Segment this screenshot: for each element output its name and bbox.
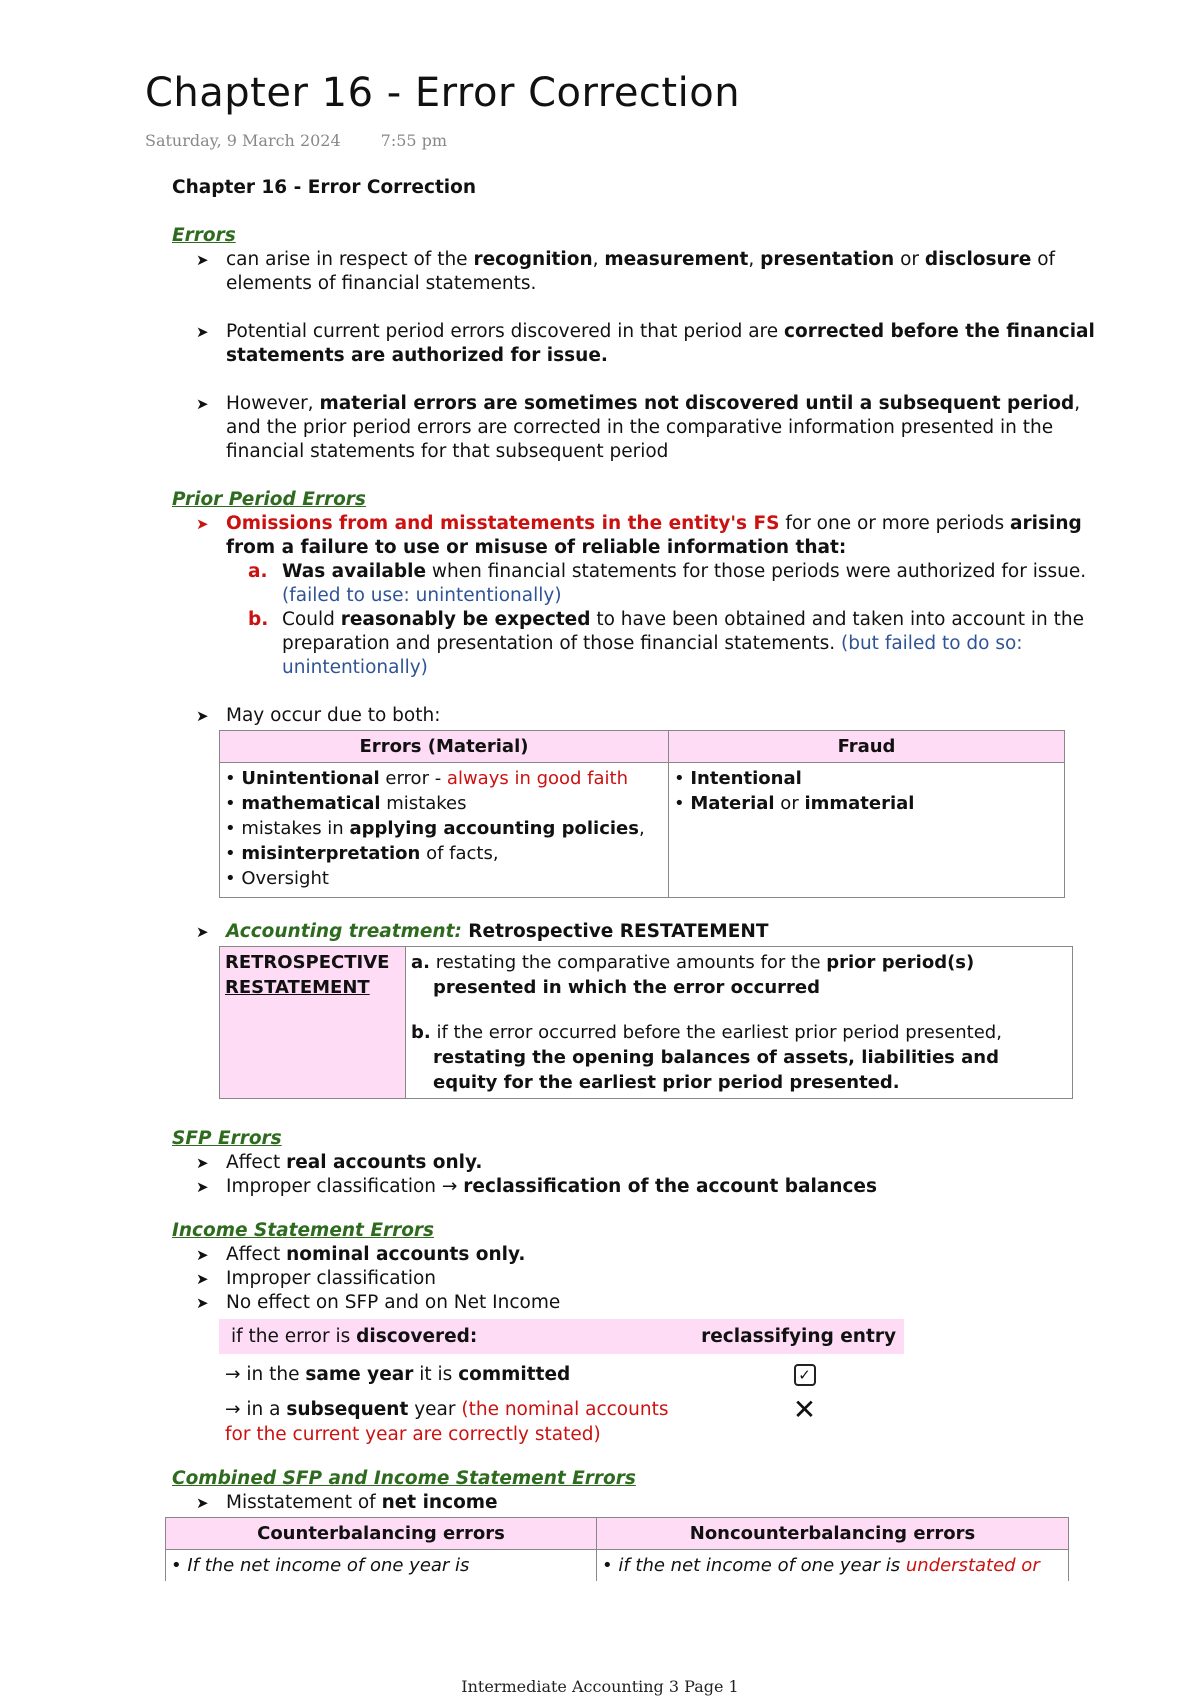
page-title: Chapter 16 - Error Correction xyxy=(145,70,741,116)
arrow-bullet-icon: ➤ xyxy=(196,1294,209,1312)
arrow-bullet-icon: ➤ xyxy=(196,323,209,341)
counterbalancing-table xyxy=(165,1517,1069,1581)
cross-icon: ✕ xyxy=(792,1393,817,1426)
prior-period-heading: Prior Period Errors xyxy=(172,489,366,510)
arrow-bullet-icon: ➤ xyxy=(196,707,209,725)
check-box-icon: ✓ xyxy=(794,1364,816,1386)
sfp-errors-heading: SFP Errors xyxy=(172,1128,282,1149)
is-bullet-2: ➤ Improper classification xyxy=(196,1268,437,1289)
doc-heading: Chapter 16 - Error Correction xyxy=(172,177,477,198)
col-fraud: Fraud xyxy=(669,731,1065,763)
counterbalancing-cell: • If the net income of one year is xyxy=(166,1550,597,1582)
prior-bullet-1: ➤ Omissions from and misstatements in the entity's FS for one or more periods arising from a failure to use or misuse of reliable information that: xyxy=(196,513,1082,558)
combined-errors-heading: Combined SFP and Income Statement Errors xyxy=(172,1468,636,1489)
fraud-cell: • Intentional • Material or immaterial xyxy=(669,763,1065,898)
arrow-bullet-icon: ➤ xyxy=(196,1154,209,1172)
arrow-bullet-icon: ➤ xyxy=(196,1494,209,1512)
may-occur-bullet: ➤ May occur due to both: xyxy=(196,705,441,726)
page-footer: Intermediate Accounting 3 Page 1 xyxy=(461,1677,739,1696)
time-text: 7:55 pm xyxy=(380,131,448,150)
is-bullet-1: ➤ Affect nominal accounts only. xyxy=(196,1244,526,1265)
note-content xyxy=(172,176,1112,1581)
date-text: Saturday, 9 March 2024 xyxy=(145,131,341,150)
errors-fraud-table xyxy=(219,730,1065,898)
restatement-label-cell: RETROSPECTIVE RESTATEMENT xyxy=(220,947,406,1099)
col-errors-material: Errors (Material) xyxy=(220,731,669,763)
arrow-bullet-icon: ➤ xyxy=(196,1246,209,1264)
sfp-bullet-2: ➤ Improper classification → reclassification of the account balances xyxy=(196,1176,877,1197)
col-counterbalancing: Counterbalancing errors xyxy=(166,1518,597,1550)
reclassifying-row-same-year: → in the same year it is committed ✓ xyxy=(219,1362,904,1387)
restatement-detail-cell: a. restating the comparative amounts for the prior period(s) presented in which the error occurred b. if the error occurred before the earliest prior period presented, restating the opening balances of assets, liabilities and equity for the earliest prior period presented. xyxy=(406,947,1073,1099)
reclassifying-table xyxy=(219,1319,904,1447)
combined-bullet-1: ➤ Misstatement of net income xyxy=(196,1492,498,1513)
arrow-bullet-icon: ➤ xyxy=(196,251,209,269)
page-date xyxy=(145,131,447,150)
reclassifying-header: if the error is discovered: reclassifying entry xyxy=(219,1319,904,1354)
errors-bullet-1: ➤ can arise in respect of the recognition, measurement, presentation or disclosure of elements of financial statements. xyxy=(196,249,1056,294)
prior-sub-b: b. Could reasonably be expected to have been obtained and taken into account in the preparation and presentation of those financial statements. (but failed to do so: unintentionally) xyxy=(248,609,1085,678)
arrow-bullet-icon: ➤ xyxy=(196,395,209,413)
col-noncounterbalancing: Noncounterbalancing errors xyxy=(597,1518,1069,1550)
arrow-bullet-icon: ➤ xyxy=(196,1270,209,1288)
restatement-table xyxy=(219,946,1073,1099)
prior-sub-a: a. Was available when financial statements for those periods were authorized for issue. (failed to use: unintentionally) xyxy=(248,561,1087,606)
noncounterbalancing-cell: • if the net income of one year is understated or xyxy=(597,1550,1069,1582)
errors-heading: Errors xyxy=(172,225,236,246)
sfp-bullet-1: ➤ Affect real accounts only. xyxy=(196,1152,483,1173)
is-bullet-3: ➤ No effect on SFP and on Net Income xyxy=(196,1292,561,1313)
errors-bullet-3: ➤ However, material errors are sometimes not discovered until a subsequent period, and the prior period errors are corrected in the comparative information presented in the financial statements for that subsequent period xyxy=(196,393,1081,462)
errors-bullet-2: ➤ Potential current period errors discovered in that period are corrected before the financial statements are authorized for issue. xyxy=(196,321,1095,366)
reclassifying-row-subsequent-year: → in a subsequent year (the nominal accounts for the current year are correctly stated) ✕ xyxy=(225,1393,817,1445)
income-statement-errors-heading: Income Statement Errors xyxy=(172,1220,435,1241)
arrow-bullet-icon: ➤ xyxy=(196,515,209,533)
treatment-bullet: ➤ Accounting treatment: Retrospective RESTATEMENT xyxy=(196,921,769,942)
arrow-bullet-icon: ➤ xyxy=(196,923,209,941)
errors-material-cell: • Unintentional error - always in good faith • mathematical mistakes • mistakes in applying accounting policies, • misinterpretation of facts, • Oversight xyxy=(220,763,669,898)
arrow-bullet-icon: ➤ xyxy=(196,1178,209,1196)
